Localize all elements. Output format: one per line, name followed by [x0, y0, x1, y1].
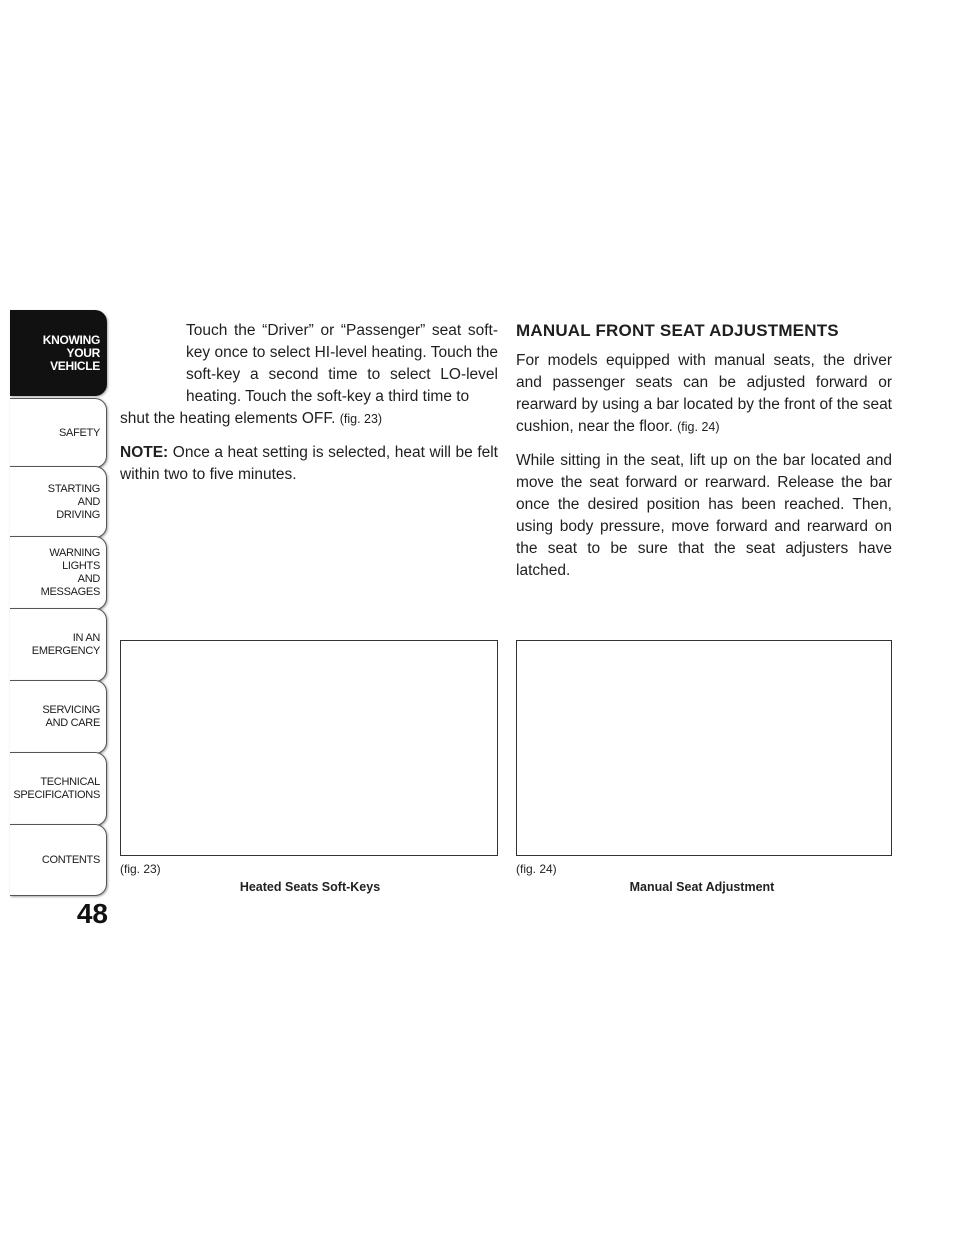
tab-contents[interactable] [10, 824, 107, 896]
paragraph [516, 350, 892, 438]
paragraph: While sitting in the seat, lift up on the bar located and move the seat forward or rearward. Release the bar once the desired position has been reached. Then, using body pressure, move forward and rearward on the seat to be sure that the seat adjusters have latched. [516, 452, 892, 579]
figure-reference: (fig. 23) [339, 412, 383, 426]
figure-23-image [120, 640, 498, 856]
figure-caption: Heated Seats Soft-Keys [239, 880, 381, 894]
figure-24-image [516, 640, 892, 856]
right-column [516, 320, 892, 594]
tab-safety[interactable] [10, 398, 107, 468]
figure-label: (fig. 24) [516, 862, 557, 876]
tab-knowing-your-vehicle[interactable] [10, 310, 107, 396]
indented-paragraph: Touch the “Driver” or “Passenger” seat soft-key once to select HI-level heating. Touch the soft-key a second time to select LO-level heating. Touch the soft-key a third time to [186, 322, 498, 405]
paragraph-continuation [120, 408, 498, 430]
tab-label: KNOWING YOUR VEHICLE [42, 332, 100, 373]
figure-caption: Manual Seat Adjustment [629, 880, 775, 894]
tab-technical-specifications[interactable] [10, 752, 107, 826]
tab-label: TECHNICAL SPECIFICATIONS [13, 776, 100, 801]
tab-label: SERVICING AND CARE [42, 704, 100, 729]
tab-label: STARTING AND DRIVING [47, 482, 100, 521]
note-text: Once a heat setting is selected, heat will be felt within two to five minutes. [120, 444, 498, 483]
left-column [120, 320, 498, 498]
tab-warning-lights[interactable] [10, 536, 107, 610]
figure-label: (fig. 23) [120, 862, 161, 876]
tab-starting-and-driving[interactable] [10, 466, 107, 538]
figure-reference: (fig. 24) [677, 420, 720, 434]
tab-servicing-and-care[interactable] [10, 680, 107, 754]
tab-label: SAFETY [59, 426, 100, 439]
note-paragraph [120, 442, 498, 486]
section-heading: MANUAL FRONT SEAT ADJUSTMENTS [516, 321, 839, 340]
tab-label: WARNING LIGHTS AND MESSAGES [40, 547, 100, 598]
paragraph-text: shut the heating elements OFF. [120, 410, 336, 427]
tab-label: IN AN EMERGENCY [31, 632, 100, 657]
tab-in-an-emergency[interactable] [10, 608, 107, 682]
note-label: NOTE: [120, 444, 169, 461]
tab-label: CONTENTS [41, 853, 100, 866]
paragraph-text: For models equipped with manual seats, the driver and passenger seats can be adjusted forward or rearward by using a bar located by the front of the seat cushion, near the floor. [516, 352, 892, 435]
page-number: 48 [76, 898, 108, 929]
